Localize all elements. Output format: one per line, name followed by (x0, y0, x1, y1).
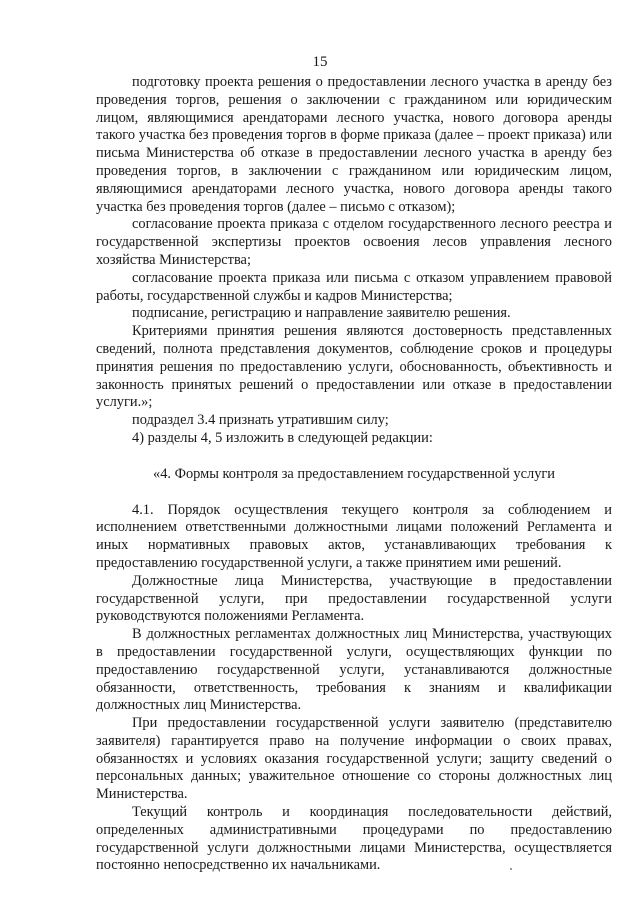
paragraph: Критериями принятия решения являются достоверность представленных сведений, полнота представления документов, соблюдение сроков и процедуры принятия решения по предоставлению услуги, обоснованность, объективность и законность принятых решений о предоставлении или отказе в предоставлении услуги.»; (96, 323, 612, 411)
document-body (96, 74, 612, 875)
paragraph: 4.1. Порядок осуществления текущего контроля за соблюдением и исполнением ответственными должностными лицами положений Регламента и иных нормативных правовых актов, устанавливающих требования к предоставлению государственной услуги, а также принятием ими решений. (96, 501, 612, 571)
paragraph: При предоставлении государственной услуги заявителю (представителю заявителя) гарантируется право на получение информации о своих правах, обязанностях и условиях оказания государственной услуги; защиту сведений о персональных данных; уважительное отношение со стороны должностных лиц Министерства. (96, 715, 612, 803)
paragraph: согласование проекта приказа с отделом государственного лесного реестра и государственной экспертизы проектов освоения лесов управления лесного хозяйства Министерства; (96, 216, 612, 268)
paragraph: подготовку проекта решения о предоставлении лесного участка в аренду без проведения торгов, решения о заключении с гражданином или юридическим лицом, являющимися арендаторами лесного участка, нового договора аренды такого участка без проведения торгов в форме приказа (далее – проект приказа) или письма Министерства об отказе в предоставлении лесного участка в аренду без проведения торгов, в заключении с гражданином или юридическим лицом, являющимися арендаторами лесного участка, нового договора аренды такого участка без проведения торгов (далее – письмо с отказом); (96, 74, 612, 215)
paragraph: подраздел 3.4 признать утратившим силу; (132, 412, 389, 429)
page-number: 15 (312, 54, 328, 70)
paragraph: Текущий контроль и координация последовательности действий, определенных административными процедурами по предоставлению государственной услуги должностными лицами Министерства, осуществляется постоянно непосредственно их начальниками. (96, 804, 612, 874)
scan-speck (510, 868, 512, 870)
paragraph: подписание, регистрацию и направление заявителю решения. (132, 305, 511, 322)
paragraph: В должностных регламентах должностных лиц Министерства, участвующих в предоставлении государственной услуги, осуществляющих функции по предоставлению государственной услуги, устанавливаются должностные обязанности, ответственность, требования к знаниям и квалификации должностных лиц Министерства. (96, 626, 612, 714)
paragraph: Должностные лица Министерства, участвующие в предоставлении государственной услуги, при предоставлении государственной услуги руководствуются положениями Регламента. (96, 572, 612, 625)
paragraph: 4) разделы 4, 5 изложить в следующей редакции: (132, 429, 433, 446)
paragraph: согласование проекта приказа или письма с отказом управлением правовой работы, государственной службы и кадров Министерства; (96, 269, 612, 304)
section-heading: «4. Формы контроля за предоставлением государственной услуги (153, 465, 555, 482)
